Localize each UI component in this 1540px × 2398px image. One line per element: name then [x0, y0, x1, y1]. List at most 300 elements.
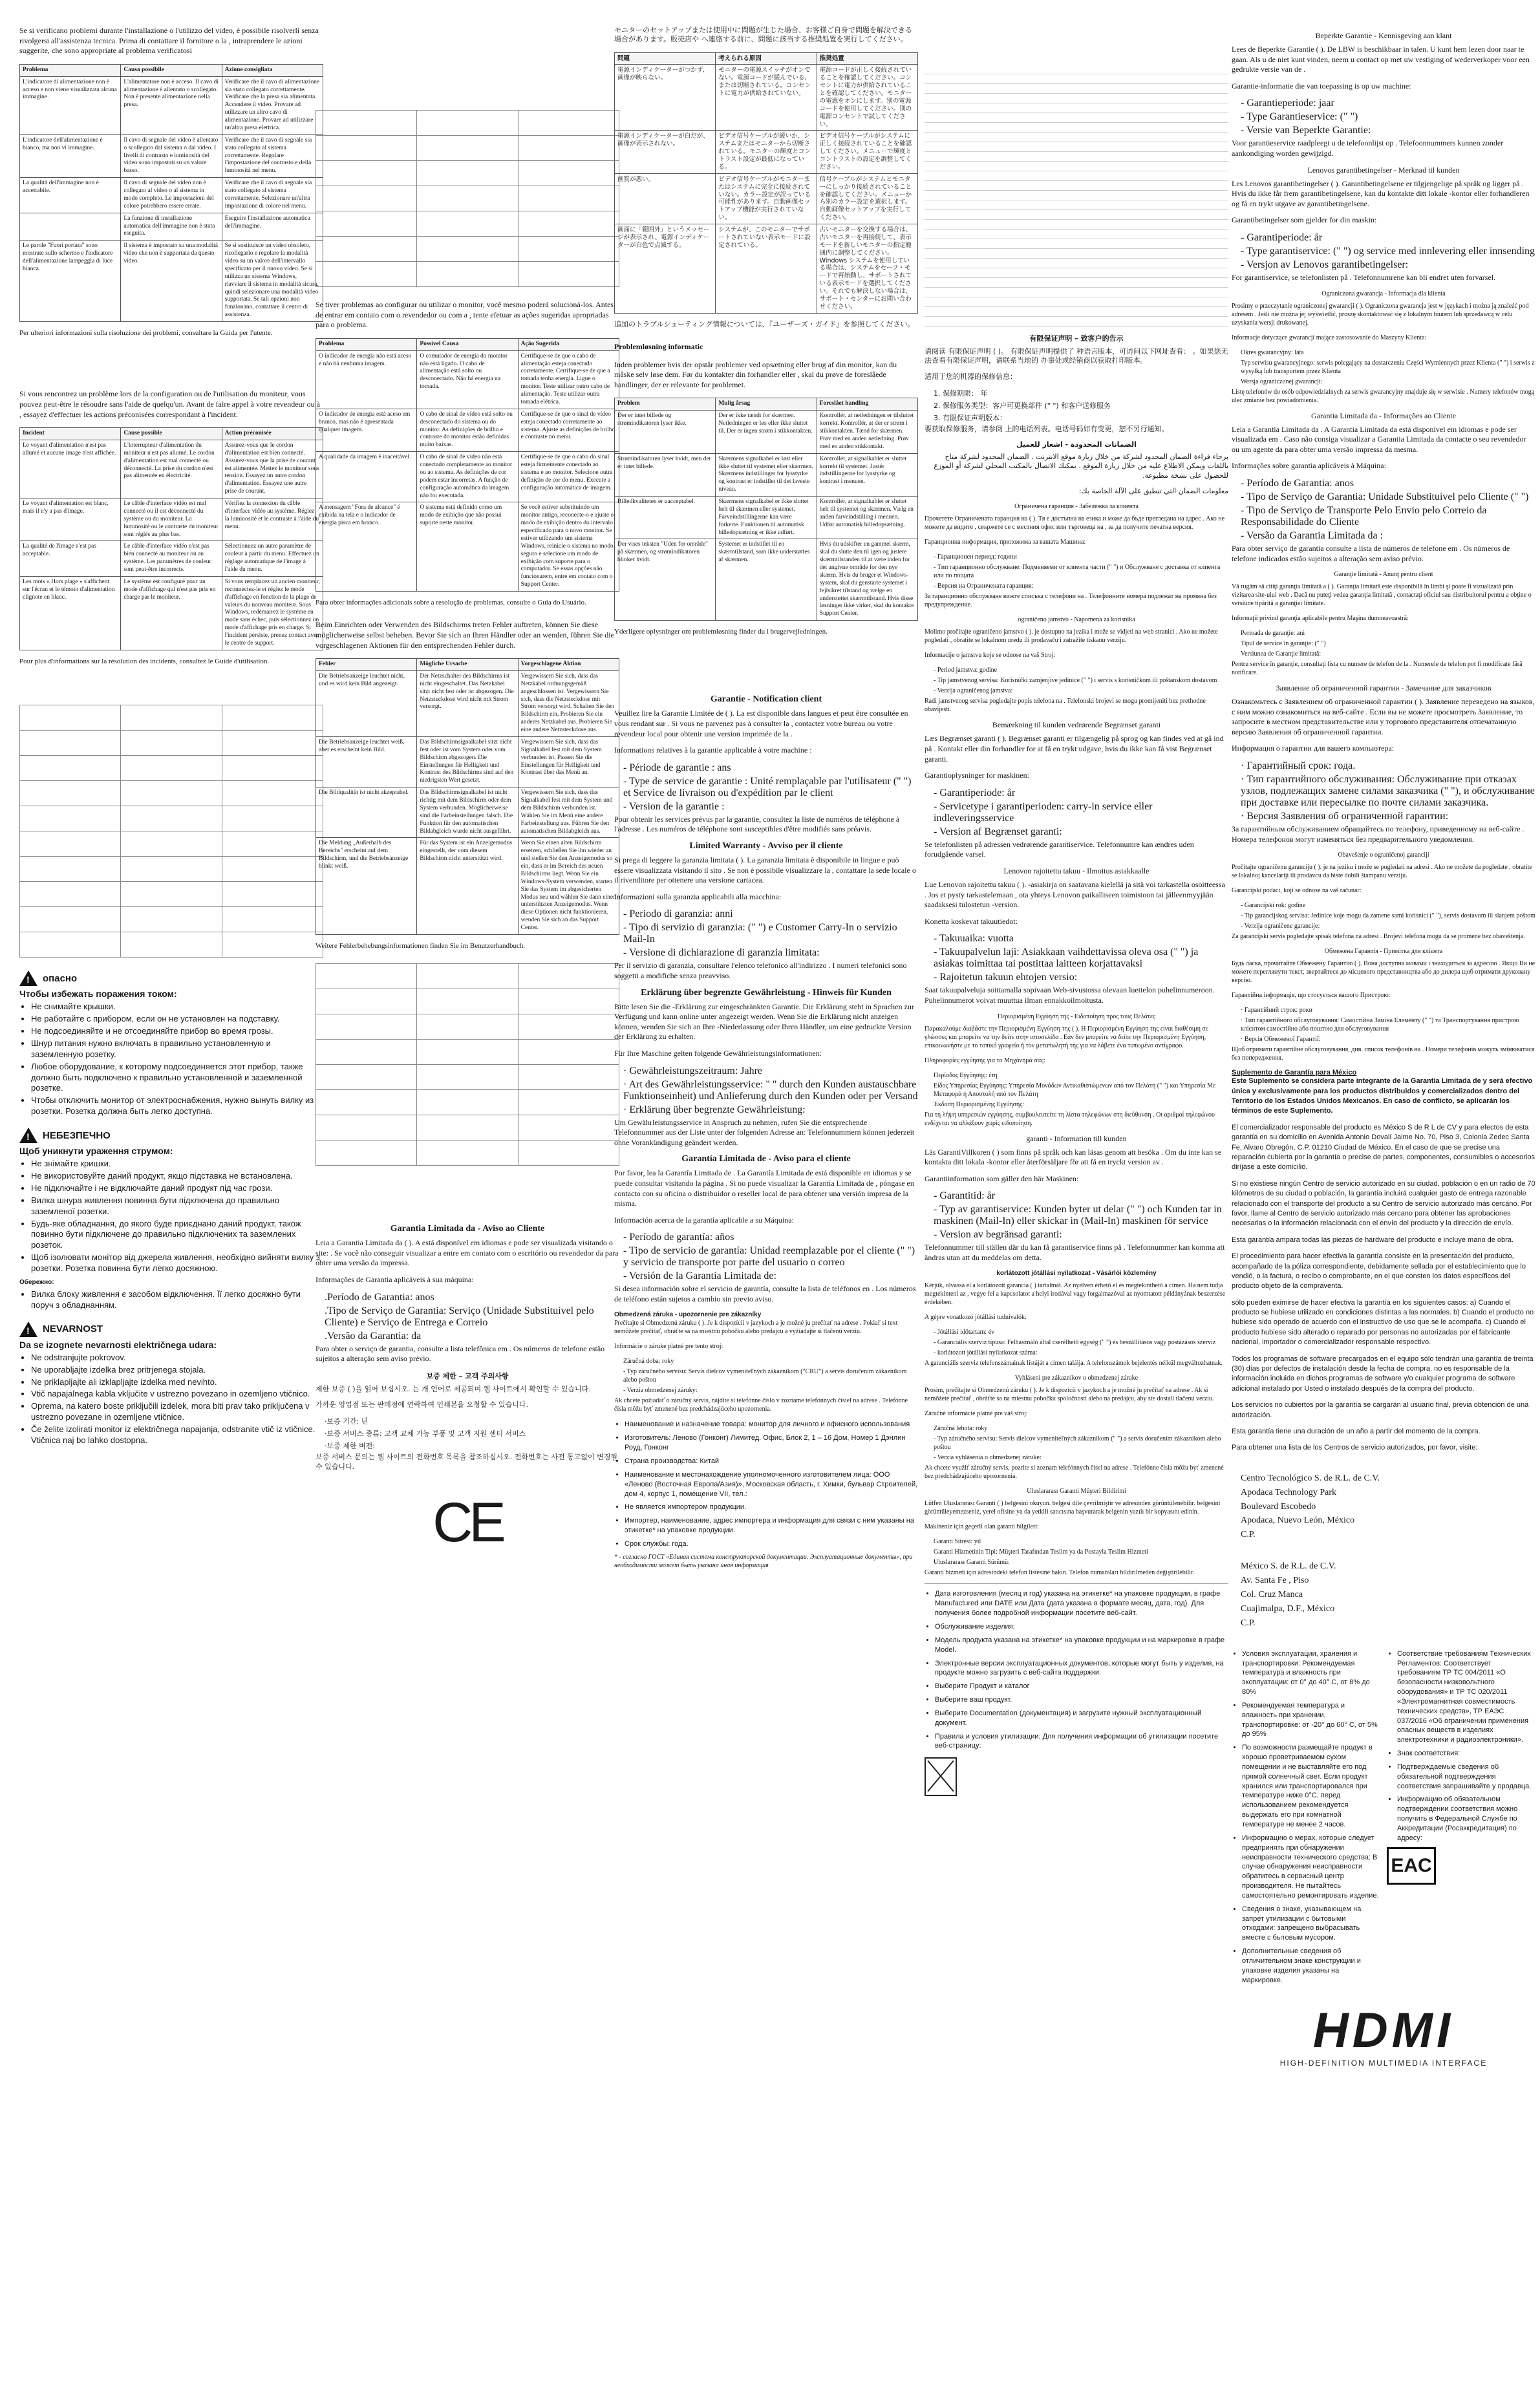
list-item: • Ne priklapljajte ali izklapljajte izdelka med nevihto.: [31, 1377, 323, 1388]
table-cell: Le système est configuré pour un mode d'affichage qui n'est pas pris en charge par le moniteur.: [121, 576, 222, 650]
list-item: • Знак соответствия:: [1397, 1749, 1535, 1759]
list-item: • Выберите Продукт и каталог: [935, 1682, 1228, 1691]
hr-warranty-p1: Molimo pročitajte ograničeno jamstvo ( ). je dostupno na jezika i može se vidjeti na web stranici . Ako ne možete pogledati , obratite se lokalnom uredu ili prodavaču i zatražite tiskanu verziju.: [925, 628, 1218, 645]
tr-warranty-head: Makineniz için geçerli olan garanti bilgileri:: [925, 1523, 1039, 1531]
table-cell: Se você estiver substituindo um monitor antigo, reconecte-o e ajuste o modo de exibição dentro do intervalo especificado para o novo monitor. Se estiver utilizando um sistema Windows, reinicie o sistema no modo seguro e selecione um modo de exibição com suporte para o computador. Se essas opções não funcionarem, entre em contato com o Support Center.: [518, 502, 619, 592]
cs-warranty-title: Vyhlásení pre zákazníkov o obmedzenej záruke: [1014, 1375, 1139, 1382]
list-item: • Будь-яке обладнання, до якого буде приєднано даний продукт, також повинно бути підключене до правильно підключених та заземлених розеток.: [31, 1219, 323, 1252]
list-item: Tipul de service în garanţie: (" "): [1241, 640, 1326, 648]
pl-warranty-p1: Prosimy o przeczytanie ograniczonej gwarancji ( ). Ograniczona gwarancja jest w językach i można ją znaleźć pod adresem . Jeśli nie można jej wyświetlić, proszę skontaktować się z lokalnym biurem lub sprzedawcą w celu uzyskania wersji drukowanej.: [1232, 302, 1529, 327]
nl-warranty-p2: Voor garantieservice raadpleegt u de telefoonlijst op . Telefoonnummers kunnen zonder aankondiging worden gewijzigd.: [1232, 138, 1504, 158]
list-item: C.P.: [1241, 1530, 1256, 1540]
nb-warranty-title: Lenovos garantibetingelser - Merknad til kunden: [1307, 165, 1460, 175]
fr-intro: Si vous rencontrez un problème lors de la configuration ou de l'utilisation du moniteur, vous pouvez peut-être le résoudre sans l'aide de quelqu'un. Avant de faire appel à votre revendeur ou à , essayez d'effectuer les actions préconisées correspondant à l'incident.: [19, 389, 320, 419]
list-item: - Takuuaika: vuotta: [934, 933, 1014, 945]
table-header: Ação Sugerida: [518, 338, 619, 350]
list-item: • Выберите Documentation (документация) и загрузите нужный эксплуатационный документ.: [935, 1709, 1228, 1728]
ro-warranty-p1: Vă rugăm să citiţi garanţia limitată a ( ). Garanţia limitată este disponibilă în limbi şi poate fi vizualizată prin vizitarea site-ului web . Dacă nu puteţi vedea garanţia limitată , contactaţi oficiul sau distribuitorul pentru a obţine o versiune tipărită a garanţiei limitate.: [1232, 583, 1532, 608]
table-cell: Il cavo di segnale del video non è collegato al video o al sistema in modo completo. Le impostazioni del colore potrebbero essere errate.: [121, 178, 222, 213]
list-item: Boulevard Escobedo: [1241, 1501, 1316, 1512]
list-item: - Garancijski rok: godine: [1241, 902, 1306, 910]
fr-troubleshooting-table: [19, 427, 323, 650]
list-item: Έκδοση Περιορισμένης Εγγύησης:: [934, 1100, 1025, 1108]
list-item: - Tipo de Serviço de Transporte Pelo Envio pelo Correio da Responsabilidade do Cliente: [1241, 504, 1487, 528]
table-cell: Das Bildschirmsignalkabel ist nicht richtig mit dem Bildschirm oder dem System verbunden. Möglicherweise sind die Farbeinstellungen falsch. Die Funktion für den automatischen Bildabgleich wurde nicht ausgeführt.: [417, 787, 518, 838]
list-item: - Version av begränsad garanti:: [934, 1229, 1062, 1241]
table-cell: A mensagem "Fora de alcance" é exibida na tela e o indicador de energia pisca em branco.: [316, 502, 417, 592]
list-item: - Verzia vyhlásenia o obmedzenej záruke:: [934, 1454, 1042, 1462]
list-item: · Erklärung über begrenzte Gewährleistung:: [623, 1104, 806, 1115]
list-item: • Изготовитель: Леново (Гонконг) Лимитед. Офис, Блок 2, 1 – 16 Дом, Номер 1 Дэнлин Роуд, Гонконг: [625, 1433, 918, 1453]
table-cell: A qualidade da imagem é inaceitável.: [316, 452, 417, 502]
table-cell: Systemet er indstillet til en skærmtilstand, som ikke understøttes af skærmen.: [716, 539, 817, 621]
hr-warranty-head: Informacije o jamstvu koje se odnose na vaš Stroj:: [925, 652, 1056, 659]
list-item: • Ne odstranjujte pokrovov.: [31, 1353, 323, 1364]
table-cell: Vergewissern Sie sich, dass das Signalkabel fest mit dem System und dem Bildschirm verbunden ist. Wählen Sie im Menü eine andere Farbeinstellung aus. Führen Sie den automatischen Bildabgleich aus.: [518, 787, 619, 838]
list-item: • Не підключайте і не відключайте даний продукт під час грози.: [31, 1183, 323, 1194]
table-cell: Der vises teksten "Uden for område" på skærmen, og strømindikatoren blinker hvidt.: [615, 539, 716, 621]
table-row: [615, 411, 918, 453]
list-item: - Versjon av Lenovos garantibetingelser:: [1241, 259, 1409, 270]
uk-danger-sub: Щоб уникнути ураження струмом:: [19, 1146, 173, 1157]
table-header: Causa possibile: [121, 64, 222, 76]
list-item: México S. de R.L. de C.V.: [1241, 1561, 1336, 1572]
table-header: Possível Causa: [417, 338, 518, 350]
el-warranty-title: Περιορισμένη Εγγύηση της - Ειδοποίηση προς τους Πελάτες: [998, 1012, 1155, 1020]
table-row: [615, 173, 918, 224]
hr-warranty-title: ograničeno jamstvo - Napomena za korisnika: [1018, 616, 1135, 624]
table-row: [615, 497, 918, 539]
hr-warranty-items: [925, 666, 1228, 695]
de-warranty-title: Erklärung über begrenzte Gewährleistung - Hinweis für Kunden: [641, 987, 892, 998]
list-item: · Версия Заявления об ограниченной гарантии:: [1241, 811, 1449, 822]
table-cell: L'indicatore di alimentazione non è acceso e non viene visualizzata alcuna immagine.: [20, 76, 121, 134]
list-item: Centro Tecnológico S. de R.L. de C.V.: [1241, 1473, 1380, 1483]
mx-p2: El comercializador responsable del producto es México S de R L de CV y para efectos de esta garantía en su domicilio en Avenida Antonio Dovalí Jaime No. 70, Piso 3, Colonia Zedec Santa Fe, Alvaro Obregón, C.P. 01210 Ciudad de México. En el caso de que se precise una reparación cubierta por la garantía o precise de partes, componentes, consumibles o accesorios diríjase a este domicilio.: [1232, 1123, 1535, 1172]
tr-warranty-title: Uluslararası Garanti Müşteri Bildirimi: [1027, 1488, 1126, 1495]
de-warranty-contact: Um Gewährleistungsservice in Anspruch zu nehmen, rufen Sie die entsprechende Telefonnummer aus der Liste unter der folgenden Adresse an: Telefonnummern können jederzeit ohne Vorankündigung geändert werden.: [614, 1117, 915, 1147]
list-item: - Garantiperiode: år: [934, 787, 1016, 798]
table-row: [615, 224, 918, 314]
table-cell: Skærmens signalkabel er løst eller ikke sluttet til systemet eller skærmen. Skærmens indstillinger for lysstyrke og kontrast er indstillet til det laveste niveau.: [716, 453, 817, 496]
sv-warranty-items: [925, 1190, 1228, 1241]
ru-gost-note: * - согласно ГОСТ «Единая система конструкторской документации. Эксплуатационные документы», при необходимости может быть указана иная информация: [614, 1553, 913, 1569]
table-cell: O comutador de energia do monitor não está ligado. O cabo de alimentação está solto ou desconectado. Não há energia na tomada.: [417, 350, 518, 409]
hr-warranty-p2: Radi jamstvenog servisa pogledajte popis telefona na . Telefonski brojevi se mogu promijeniti bez prethodne obavijesti.: [925, 698, 1206, 714]
list-item: - Tipo de servicio de garantía: Unidad reemplazable por el cliente (" ") y servicio de transporte por parte del usuario o correo: [623, 1245, 915, 1269]
list-item: • Шнур питания нужно включать в правильно установленную и заземленную розетку.: [31, 1038, 323, 1060]
list-item: • Электронные версии эксплуатационных документов, которые могут быть у изделия, на продукте можно загрузить с веб-сайта поддержки:: [935, 1659, 1228, 1678]
list-item: · Версія Обмеженої Гарантії:: [1241, 1036, 1321, 1044]
hdmi-logo: HDMI: [1312, 2002, 1455, 2058]
table-cell: Verificare che il cavo di segnale sia stato collegato al sistema correttamente. Selezionare un'altra impostazione di colore nel menu.: [222, 178, 323, 213]
table-header: 考えられる原因: [716, 52, 817, 65]
it-warranty-title: Limited Warranty - Avviso per il cliente: [689, 841, 843, 851]
table-cell: Vergewissern Sie sich, dass das Netzkabel ordnungsgemäß angeschlossen ist. Vergewissern Sie sich, dass die Netzsteckdose mit Strom versorgt wird. Schalten Sie den Bildschirm ein. Probieren Sie ein anderes Netzkabel aus. Probieren Sie eine andere Netzsteckdose aus.: [518, 670, 619, 736]
nl-warranty-title: Beperkte Garantie - Kennisgeving aan klant: [1315, 31, 1452, 40]
table-row: [20, 76, 323, 134]
table-cell: Verificare che il cavo di alimentazione sia stato collegato correttamente. Verificare che la presa sia alimentata. Accendere il video. Provare ad utilizzare un altro cavo di alimentazione. Provare ad utilizzare un'altra presa elettrica.: [222, 76, 323, 134]
el-warranty-items: [925, 1071, 1228, 1109]
table-row: [316, 452, 619, 502]
list-item: · Gewährleistungszeitraum: Jahre: [623, 1065, 763, 1076]
list-item: Okres gwarancyjny: lata: [1241, 348, 1304, 356]
uk-caution-item: • Вилка блоку живлення є засобом відключення. Її легко досяжно бути поруч з обладнанням.: [31, 1289, 323, 1311]
blank-form-grid: [315, 963, 619, 1166]
fr-footer: Pour plus d'informations sur la résolution des incidents, consultez le Guide d'utilisation.: [19, 657, 270, 665]
list-item: - Typ av garantiservice: Kunden byter ut delar (" ") och Kunden tar in maskinen (Mail-In) eller skickar in (Mail-In) maskinen för service: [934, 1204, 1222, 1227]
list-item: 1. 保修期限： 年: [934, 389, 988, 398]
table-cell: 画質が悪い。: [615, 173, 716, 224]
table-cell: O indicador de energia está aceso em branco, mas não é apresentada qualquer imagem.: [316, 409, 417, 451]
uk-danger-heading: ! НЕБЕЗПЕЧНО: [19, 1128, 323, 1143]
list-item: Garanti Süresi: yıl: [934, 1538, 981, 1546]
da-intro: Inden problemer hvis der opstår problemer ved opsætning eller brug af din monitor, kan du måske selv løse dem. Før du kontakter din forhandler eller , skal du prøve de foreslåede handlinger, der er relevante for problemet.: [614, 359, 897, 389]
sk-warranty-items: [614, 1357, 918, 1395]
table-cell: Le voyant d'alimentation n'est pas allumé et aucune image n'est affichée.: [20, 440, 121, 498]
table-cell: Strømindikatoren lyser hvidt, men der er intet billede.: [615, 453, 716, 496]
fr-warranty-head: Informations relatives à la garantie applicable à votre machine :: [614, 745, 812, 755]
list-item: · Гарантийный срок: года.: [1241, 760, 1356, 772]
table-header: Mulig årsag: [716, 398, 817, 411]
blank-form-grid: [19, 705, 323, 958]
fi-warranty-head: Konetta koskevat takuutiedot:: [925, 916, 1018, 926]
hu-warranty-title: korlátozott jótállási nyilatkozat - Vásárlói közlemény: [996, 1270, 1157, 1278]
blank-form-grid: [315, 110, 619, 287]
it-footer: Per ulteriori informazioni sulla risoluzione dei problemi, consultare la Guida per l'utente.: [19, 329, 273, 337]
table-cell: Das Bildschirmsignalkabel sitzt nicht fest oder ist vom System oder vom Bildschirm abgezogen. Die Einstellungen für Helligkeit und Kontrast des Bildschirms sind auf den niedrigsten Wert gesetzt.: [417, 736, 518, 787]
no-warranty-items: [925, 787, 1228, 838]
table-header: Action préconisée: [222, 428, 323, 440]
bg-warranty-title: Ограничена гаранция - Забележка за клиента: [1014, 503, 1139, 511]
da-title: Problemløsning informatic: [614, 342, 703, 352]
el-warranty-head: Πληροφορίες εγγύησης για το Μηχάνημά σας:: [925, 1056, 1045, 1064]
ru-warranty-items: [1232, 760, 1535, 822]
pt-footer: Para obter informações adicionais sobre a resolução de problemas, consulte o Guia do Usuário.: [315, 599, 586, 607]
list-item: - Typ záručného servisu: Servis dielcov vymeniteľných zákazníkom (" ") a servis doručením zákazníkom alebo poštou: [934, 1435, 1221, 1451]
list-item: - Versão da Garantia Limitada da :: [1241, 530, 1384, 541]
hu-warranty-p1: Kérjük, olvassa el a korlátozott garancia ( ) tartalmát. Az nyelven érhető el és megtekinthető a címen. Ha nem tudja megtekinteni az , vegye fel a kapcsolatot a helyi irodával vagy forgalmazóval az nyomtatott példányának beszerzése érdekében.: [925, 1282, 1226, 1307]
list-item: • Рекомендуемая температура и влажность при хранении, транспортировке: от -20° до 60° C, от 5% до 95%: [1242, 1701, 1380, 1739]
fr-warranty-items: [614, 762, 918, 813]
list-item: - Takuupalvelun laji: Asiakkaan vaihdettavissa oleva osa (" ") ja asiakas toimittaa tai postittaa laitteen korjattavaksi: [934, 947, 1199, 970]
table-header: Fehler: [316, 659, 417, 671]
table-cell: Le voyant d'alimentation est blanc, mais il n'y a pas d'image.: [20, 498, 121, 541]
ru-danger-list: [19, 1001, 323, 1117]
list-item: - Versie van Beperkte Garantie:: [1241, 125, 1371, 136]
fr-warranty-contact: Pour obtenir les services prévus par la garantie, consultez la liste de numéros de téléphone à l'adresse . Les numéros de téléphone sont susceptibles d'être modifiés sans préavis.: [614, 814, 900, 834]
table-cell: Les mots « Hors plage » s'affichent sur l'écran et le témoin d'alimentation clignote en blanc.: [20, 576, 121, 650]
pt2-warranty-title: Garantia Limitada da - Informações ao Cliente: [1311, 411, 1456, 420]
table-cell: Die Betriebsanzeige leuchtet weiß, aber es erscheint kein Bild.: [316, 736, 417, 787]
table-cell: Certifique-se de que o sinal de vídeo esteja conectado corretamente ao sistema. Ajuste as definições de brilho e contraste no menu.: [518, 409, 619, 451]
table-cell: Certifique-se de que o cabo do sinal esteja firmemente conectado ao sistema e ao monitor. Selecione outra definição de cor do menu. Execute a configuração automática de imagem.: [518, 452, 619, 502]
es-warranty-body: Por favor, lea la Garantía Limitada de . La Garantía Limitada de está disponible en idiomas y se puede consultar visitando la página . Si no puede visualizar la Garantía Limitada de , póngase en contacto con su oficina o distribuidor o reseller local de para obtener una versión impresa de la misma.: [614, 1168, 914, 1208]
list-item: - Période de garantie : ans: [623, 762, 731, 773]
table-cell: 電源インディケーターが白だが、画像が表示されない。: [615, 131, 716, 173]
list-item: • Сведения о знаке, указывающем на запрет утилизации с бытовыми отходами: запрещено выбрасывать вместе с бытовым мусором.: [1242, 1905, 1380, 1943]
fi-warranty-title: Lenovon rajoitettu takuu - Ilmoitus asiakkaalle: [1003, 866, 1150, 875]
table-cell: L'indicatore dell'alimentazione è bianco, ma non vi immagine.: [20, 134, 121, 177]
ro-warranty-head: Informaţii privind garanţia aplicabile pentru Maşina dumneavoastră:: [1232, 615, 1409, 623]
fi-warranty-p2: Saat takuupalveluja soittamalla sopivaan Web-sivustossa olevaan luettelon puhelinnumeroon. Puhelinnumerot voivat muuttua ilman ennakkoilmoitusta.: [925, 985, 1215, 1005]
de-warranty-head: Für Ihre Maschine gelten folgende Gewährleistungsinformationen:: [614, 1048, 822, 1058]
pt2-warranty-p2: Para obter serviço de garantia consulte a lista de números de telefone em . Os números de telefone indicados estão sujeitos a alteração sem aviso prévio.: [1232, 543, 1510, 563]
eac-mark: EAC: [1387, 1847, 1436, 1885]
it-intro: Se si verificano problemi durante l'installazione o l'utilizzo del video, è possibile risolverli senza rivolgersi all'assistenza tecnica. Prima di contattare il fornitore o la , intraprendere le azioni suggerite, che sono appropriate al problema verificatosi: [19, 26, 319, 56]
list-item: - Verzia obmedzenej záruky:: [623, 1387, 698, 1395]
list-item: Záručná doba: roky: [623, 1358, 674, 1365]
mx-p5: El procedimiento para hacer efectiva la garantía consiste en la presentación del producto, acompañado de la póliza correspondiente, debidamente sellada por el establecimiento que lo vendió, o la factura, o recibo o comprobante, en el que consten los datos específicos del producto objeto de la compraventa.: [1232, 1252, 1526, 1290]
mx-p4: Esta garantía ampara todas las piezas de hardware del producto e incluye mano de obra.: [1232, 1236, 1513, 1244]
table-cell: Eseguire l'installazione automatica dell'immagine.: [222, 213, 323, 241]
fi-warranty-p1: Lue Lenovon rajoitettu takuu ( ). -asiakirja on saatavana kielellä ja sitä voi tarkastella osoitteessa . Jos et pysty tarkastelemaan , ota yhteys Lenovon paikalliseen toimistoon tai jälleenmyyjään saadaksesi tulostetun -version.: [925, 879, 1225, 910]
nb-warranty-p2: For garantiservice, se telefonlisten på . Telefonnumrene kan bli endret uten forvarsel.: [1232, 272, 1496, 282]
table-cell: Der er intet billede og strømindikatoren lyser ikke.: [615, 411, 716, 453]
ru-warranty-p2: За гарантийным обслуживанием обращайтесь по телефону, приведенному на веб-сайте . Номера телефонов могут изменяться без предварительного уведомления.: [1232, 824, 1524, 844]
mx-p8: Los servicios no cubiertos por la garantía se cargarán al usuario final, previa obtención de una autorización.: [1232, 1401, 1529, 1419]
sk-warranty-title: Obmedzená záruka - upozornenie pre zákazníky: [614, 1311, 762, 1319]
mx-p6: sólo pueden eximirse de hacer efectiva la garantía en los siguientes casos: a) Cuando el producto se hubiese utilizado en condiciones distintas a las normales. b) Cuando el producto no hubiese sido operado de acuerdo con el instructivo de uso que se le acompaña. c) Cuando el producto hubiese sido alterado o reparado por personas no autorizadas por el fabricante nacional, importador o comercializador responsable respectivo.: [1232, 1298, 1534, 1347]
pl-warranty-title: Ograniczona gwarancja - Informacja dla klienta: [1321, 290, 1446, 297]
no-warranty-p1: Læs Begrænset garanti ( ). Begrænset garanti er tilgængelig på sprog og kan findes ved at gå ind på . Kontakt eller din forhandler for at få en trykt udgave, hvis du ikke kan få vist Begrænset garanti.: [925, 734, 1224, 764]
blank-lines: [925, 68, 1228, 327]
pt-warranty-head: Informações de Garantia aplicáveis à sua máquina:: [315, 1275, 474, 1285]
list-item: Záručná lehota: roky: [934, 1425, 988, 1433]
list-item: Περίοδος Εγγύησης: έτη: [934, 1071, 998, 1079]
table-row: [20, 178, 323, 213]
list-item: • Не подсоединяйте и не отсоединяйте прибор во время грозы.: [31, 1026, 323, 1037]
pt-intro: Se tiver problemas ao configurar ou utilizar o monitor, você mesmo poderá solucioná-los. Antes de entrar em contato com o revendedor ou com a , tente efetuar as ações sugeridas apropriadas para o problema.: [315, 300, 614, 330]
list-item: - Versión de la Garantía Limitada de:: [623, 1270, 776, 1282]
column-3: [614, 26, 918, 1576]
table-row: [316, 787, 619, 838]
list-item: - Servicetype i garantiperioden: carry-in service eller indleveringsservice: [934, 800, 1153, 824]
de-warranty-items: [614, 1065, 918, 1116]
list-item: • Подтверждаемые сведения об обязательной подтверждения соответствия запрашивайте у продавца.: [1397, 1762, 1535, 1792]
table-cell: Le câble d'interface vidéo est mal connecté ou il est déconnecté du système ou du moniteur. La luminosité ou le contraste du moniteur sont réglés au plus bas.: [121, 498, 222, 541]
table-cell: 電源コードが正しく接続されていることを確認してください。コンセントに電力が供給されていることを確認してください。モニターの電源をオンにします。別の電源コードを使用してください。別の電源コンセントで試してください。: [817, 65, 917, 131]
ko-warranty-p1: 제한 보증 ( )을 읽어 보십시오. 는 개 언어로 제공되며 웹 사이트에서 확인할 수 있습니다.: [315, 1384, 591, 1393]
table-header: Problem: [615, 398, 716, 411]
it-warranty-head: Informazioni sulla garanzia applicabili alla macchina:: [614, 892, 782, 901]
table-cell: [20, 213, 121, 241]
pt-warranty-title: Garantia Limitada da - Aviso ao Cliente: [390, 1224, 545, 1234]
list-item: - Гаранционен период: години: [934, 553, 1017, 561]
list-item: • Наименование и местонахождение уполномоченного изготовителем лица: ООО «Леново (Восточная Европа/Азия)», Московская область, г. Химки, бульвар Строителей, дом 4, корпус 1, помещение VII, тел.:: [625, 1470, 918, 1499]
sv-warranty-p1: Läs GarantiVillkoren ( ) som finns på språk och kan läsas genom att besöka . Om du inte kan se kontakta ditt lokala -kontor eller återförsäljare för att få en tryckt version av .: [925, 1147, 1222, 1167]
list-item: • Наименование и назначение товара: монитор для личного и офисного использования: [625, 1420, 918, 1429]
table-cell: O cabo de sinal de vídeo está solto ou desconectado do sistema ou do monitor. As definições de brilho e contraste do monitor estão definidas muito baixas.: [417, 409, 518, 451]
mx-supplement-title: Suplemento de Garantía para México: [1232, 1069, 1357, 1077]
ko-warranty-title: 보증 제한 – 고객 주의사항: [426, 1371, 509, 1380]
ro-warranty-items: [1232, 629, 1535, 658]
bg-warranty-p2: За гаранционно обслужване вижте списъка с телефони на . Телефонните номера подлежат на промяна без предупреждение.: [925, 593, 1217, 609]
bg-warranty-items: [925, 553, 1228, 590]
list-item: - Тип гаранционно обслужване: Подменяеми от клиента части (" ") и Обслужване с доставка от клиента или по пощата: [934, 564, 1221, 580]
table-cell: Si vous remplacez un ancien moniteur, reconnectez-le et réglez le mode d'affichage en fonction de la plage de valeurs du nouveau moniteur. Sous Windows, redémarrez le système en mode sans échec, puis sélectionnez un mode d'affichage pris en charge. Si l'incident persiste, prenez contact avec le centre de support.: [222, 576, 323, 650]
table-cell: Verificare che il cavo di segnale sia stato collegato al sistema correttamente. Regolare l'impostazione del contrasto e della luminosità nel menu.: [222, 134, 323, 177]
list-item: • Обслуживание изделия:: [935, 1622, 1228, 1632]
el-warranty-p1: Παρακαλούμε διαβάστε την Περιορισμένη Εγγύηση της ( ). Η Περιορισμένη Εγγύηση της είναι διαθέσιμη σε γλώσσες και μπορείτε να την δείτε στην ιστοσελίδα . Εάν δεν μπορείτε να δείτε την Περιορισμένη Εγγύηση, επικοινωνήστε με το τοπικό γραφείο ή τον μεταπωλητή της για να λάβετε ένα τυπωμένο αντίγραφο.: [925, 1025, 1209, 1049]
list-item: · Тип гарантійного обслуговування: Самостійна Заміна Елементу (" ") та Транспортування пристрою клієнтом самостійно або поштою для обслуговування: [1241, 1017, 1519, 1033]
list-item: - Garanciális szerviz típusa: Felhasználó által cserélhető egység (" ") és beszállításos vagy postázásos szerviz: [934, 1339, 1216, 1347]
table-header: Foreslået handling: [817, 398, 917, 411]
table-cell: Il sistema è impostato su una modalità video che non è supportata da questo video.: [121, 241, 222, 322]
table-row: [20, 134, 323, 177]
list-item: - Rajoitetun takuun ehtojen versio:: [934, 972, 1078, 983]
table-cell: 古いモニターを交換する場合は、古いモニターを再接続して、表示モードを新しいモニターの指定範囲内に調整してください。Windows システムを使用している場合は、システムをセーフ・モードで再始動し、サポートされている表示モードを選択してください。それでも解決しない場合は、サポート・センターにお問い合わせください。: [817, 224, 917, 314]
sk-warranty-p1: Prečítajte si Obmedzenú záruku ( ). Je k dispozícii v jazykoch a je možné ju prečítať na adrese . Pokiaľ si text nemôžete prečítať, obráťte sa na miestnu pobočku alebo predajcu a vyžiadajte si tlačenú verziu.: [614, 1320, 898, 1336]
table-cell: L'interrupteur d'alimentation du moniteur n'est pas allumé. Le cordon d'alimentation est mal connecté ou déconnecté. La prise du cordon n'est pas alimentée en électricité.: [121, 440, 222, 498]
list-item: • Ne uporabljajte izdelka brez pritrjenega stojala.: [31, 1365, 323, 1376]
table-header: Problema: [20, 64, 121, 76]
list-item: Av. Santa Fe , Piso: [1241, 1576, 1309, 1586]
warning-triangle-icon: !: [19, 1322, 37, 1337]
table-cell: O cabo de sinal de vídeo não está conectado completamente ao monitor ou ao sistema. As definições de cor podem estar incorretas. A função de configuração automática da imagem não foi executada.: [417, 452, 518, 502]
ce-mark: CE: [433, 1492, 502, 1554]
sr-warranty-title: Obavešenje o ograničenoj garanciji: [1338, 851, 1429, 859]
mx-p1: Este Suplemento se considera parte integrante de la Garantía Limitada de y será efectivo única y exclusivamente para los productos distribuidos y comercializados dentro del Territorio de los Estados Unidos Mexicanos. En caso de conflicto, se aplicarán los términos de este Suplemento.: [1232, 1077, 1533, 1115]
table-row: [615, 65, 918, 131]
ja-troubleshooting-table: [614, 52, 918, 314]
ko-warranty-items: [315, 1416, 619, 1451]
nl-warranty-items: [1232, 98, 1535, 136]
zh-warranty-p1: 请阅读 有限保证声明 ( )。 有限保证声明提供了 种语言版本，可访问以下网址查看： 。如果您无法查看有限保证声明，请联系当地的 办事处或经销商以获取打印版本。: [925, 347, 1228, 365]
list-item: ·보증 서비스 종류: 고객 교체 가능 부품 및 고객 지원 센터 서비스: [325, 1429, 526, 1439]
table-row: [316, 736, 619, 787]
table-cell: O sistema está definido como um modo de exibição que não possui suporte neste monitor.: [417, 502, 518, 592]
table-header: 問題: [615, 52, 716, 65]
table-cell: Kontrollér, at netledningen er tilsluttet korrekt. Kontrollér, at der er strøm i stikkontakten. Tænd for skærmen. Prøv med en anden netledning. Prøv med en anden stikkontakt.: [817, 411, 917, 453]
sl-danger-sub: Da se izognete nevarnosti električnega udara:: [19, 1339, 217, 1350]
fi-warranty-items: [925, 933, 1228, 983]
ru-danger-sub: Чтобы избежать поражения током:: [19, 989, 177, 1000]
table-cell: Assurez-vous que le cordon d'alimentation est bien connecté. Assurez-vous que la prise de courant est alimentée. Mettez le moniteur sous tension. Essayez un autre cordon d'alimentation. Essayez une autre prise de courant.: [222, 440, 323, 498]
list-item: Cuajimalpa, D.F., México: [1241, 1603, 1335, 1614]
table-cell: Le câble d'interface vidéo n'est pas bien connecté au moniteur ou au système. Les paramètres de couleur sont peut-être incorrects.: [121, 541, 222, 577]
fr-warranty-title: Garantie - Notification client: [710, 694, 822, 705]
list-item: - Período de Garantia: anos: [1241, 477, 1354, 489]
table-cell: Vérifiez la connexion du câble d'interface vidéo au système. Réglez la luminosité et le contraste à l'aide du menu.: [222, 498, 323, 541]
table-cell: Vergewissern Sie sich, dass das Signalkabel fest mit dem System verbunden ist. Passen Sie die Einstellungen für Helligkeit und Kontrast über das Menü an.: [518, 736, 619, 787]
list-item: Apodaca Technology Park: [1241, 1487, 1337, 1497]
uk-warranty-p2: Щоб отримати гарантійне обслуговування, див. список телефонів на . Номери телефонів можуть змінюватися без попередження.: [1232, 1046, 1535, 1062]
list-item: • Не снимайте крышки.: [31, 1001, 323, 1012]
table-header: Cause possible: [121, 428, 222, 440]
de-intro: Beim Einrichten oder Verwenden des Bildschirms treten Fehler auftreten, können Sie diese möglicherweise selbst beheben. Bevor Sie sich an Ihren Händler oder an wenden, führen Sie die vorgeschlagenen Aktionen für den entsprechenden Fehler durch.: [315, 620, 614, 650]
hu-warranty-items: [925, 1328, 1228, 1357]
list-item: .Período de Garantia: anos: [325, 1291, 434, 1303]
list-item: - Garantiperiode: år: [1241, 231, 1323, 243]
cs-warranty-p1: Prosím, prečítajte si Obmedzenú záruku ( ). Je k dispozícii v jazykoch a je možné ju prečítať na adrese . Ak si nemôžete prečítať , obráťte sa na miestnu pobočku spoločnosti alebo na predajcu, aby ste dostali tlačenú verziu.: [925, 1387, 1214, 1403]
list-item: • Дата изготовления (месяц и год) указана на этикетке* на упаковке продукции, в графе Manufactured или DATE или Дата (дата указана в формате месяц, дата, год). Для получения более подробной информации посетите веб-сайт.: [935, 1589, 1228, 1618]
list-item: - Periodo di garanzia: anni: [623, 908, 733, 920]
uk-warranty-head: Гарантійна інформація, що стосується вашого Пристрою:: [1232, 992, 1391, 1000]
uk-warranty-items: [1232, 1006, 1535, 1044]
table-cell: Die Meldung „Außerhalb des Bereichs" erscheint auf dem Bildschirm, und die Betriebsanzeige blinkt weiß.: [316, 838, 417, 935]
list-item: - Period jamstva: godine: [934, 667, 998, 674]
list-item: · Гарантійний строк: роки: [1241, 1007, 1312, 1014]
table-row: [316, 350, 619, 409]
uk-caution: Обережно:: [19, 1278, 54, 1286]
ru-storage-list: [1232, 1649, 1380, 1986]
sr-warranty-p1: Pročitajte ograničenu garanciju ( ). je na jeziku i može se pogledati na adresi . Ako ne možete da pogledate , obratite se lokalnoj kancelariji ili prodavcu da biste dobili štampanu verziju.: [1232, 864, 1532, 880]
list-item: • Дополнительные сведения об отличительном знаке конструкции и упаковке изделия указаны на маркировке.: [1242, 1947, 1380, 1985]
mx-p7: Todos los programas de software precargados en el equipo sólo tendrán una garantía de treinta (30) días por defectos de instalación desde la fecha de compra. no es responsable de la información incluida en dichos programas de software y/o cualquier programa de software adicional instalado por Usted o instalado después de la compra del producto.: [1232, 1354, 1534, 1393]
tr-warranty-p1: Lütfen Uluslararası Garanti ( ) belgesini okuyun. belgesi dile çevrilmiştir ve adresinden görüntülenebilir. belgesini görüntüleyemezseniz, yerel ofisine ya da yetkili satıcısına başvurarak belgenin yazılı bir kopyasını edinin.: [925, 1500, 1221, 1516]
bg-warranty-p1: Прочетете Ограничената гаранция на ( ). Тя е достъпна на езика и може да бъде прегледана на адрес . Ако не можете да видите , свържете се с местния офис или търговеца на , за да получите печатна версия.: [925, 515, 1225, 531]
sr-warranty-head: Garancijski podaci, koji se odnose na vaš računar:: [1232, 887, 1362, 895]
list-item: Wersja ograniczonej gwarancji:: [1241, 378, 1323, 385]
table-cell: Billedkvaliteten er uacceptabel.: [615, 497, 716, 539]
table-cell: Skærmens signalkabel er ikke sluttet helt til skærmen eller systemet. Farveindstillingerne kan være forkerte. Funktionen til automatisk billedopsætning er ikke udført.: [716, 497, 817, 539]
list-item: • Če želite izolirati monitor iz električnega napajanja, odstranite vtič iz vtičnice. Vtičnica naj bo lahko dostopna.: [31, 1424, 323, 1446]
table-row: [316, 838, 619, 935]
list-item: - Garantieperiode: jaar: [1241, 98, 1334, 109]
mx-address-2: [1232, 1561, 1535, 1629]
sr-warranty-items: [1232, 901, 1535, 930]
list-item: .Tipo de Serviço de Garantia: Serviço (Unidade Substituível pelo Cliente) e Serviço de Entrega e Correio: [325, 1305, 594, 1328]
table-row: [20, 440, 323, 498]
de-footer: Weitere Fehlerbehebungsinformationen finden Sie im Benutzerhandbuch.: [315, 941, 526, 950]
sl-danger-heading: ! NEVARNOST: [19, 1322, 323, 1337]
list-item: • По возможности размещайте продукт в хорошо проветриваемом сухом помещении и не выставляйте его под прямой солнечный свет. Если продукт хранился или транспортировался при температуре ниже 0°С, перед использованием рекомендуется выдержать его при комнатной температуре не менее 2 часов.: [1242, 1743, 1380, 1830]
list-item: • Вилка шнура живлення повинна бути підключена до правильно заземленої розетки.: [31, 1195, 323, 1217]
sv-warranty-title: garanti - Information till kunden: [1026, 1133, 1127, 1143]
table-row: [316, 409, 619, 451]
list-item: - Tipo de Serviço de Garantia: Unidade Substituível pelo Cliente (" "): [1241, 491, 1529, 502]
table-cell: Kontrollér, at signalkablet er sluttet korrekt til systemet. Justér indstillingerne for lysstyrke og kontrast i menuen.: [817, 453, 917, 496]
ru-certification-list: [1387, 1649, 1535, 1843]
cs-warranty-p2: Ak chcete využiť záručný servis, pozrite si zoznam telefónnych čísel na adrese . Telefónne čísla môžu byť zmenené bez predchádzajúceho upozornenia.: [925, 1464, 1224, 1481]
table-row: [316, 670, 619, 736]
table-cell: Der er ikke tændt for skærmen. Netledningen er løs eller ikke sluttet til. Der er ingen strøm i stikkontakten.: [716, 411, 817, 453]
list-item: • Не знімайте кришки.: [31, 1159, 323, 1170]
table-cell: Sélectionnez un autre paramètre de couleur à partir du menu. Effectuez un réglage automatique de l'image à l'aide du menu.: [222, 541, 323, 577]
hdmi-tagline: HIGH-DEFINITION MULTIMEDIA INTERFACE: [1279, 2058, 1488, 2068]
zh-warranty-items: [925, 388, 1228, 423]
list-item: • Не работайте с прибором, если он не установлен на подставку.: [31, 1014, 323, 1025]
table-cell: Hvis du udskifter en gammel skærm, skal du slutte den til igen og justere skærmtilstanden til at være inden for det angivne område for den nye skærm. Hvis du bruger et Windows-system, skal du genstarte systemet i fejlsikret tilstand og vælge en understøttet skærmtilstand. Hvis disse løsninger ikke virker, skal du kontakte Support Center.: [817, 539, 917, 621]
table-cell: Für das System ist ein Anzeigemodus eingestellt, der vom diesem Bildschirm nicht unterstützt wird.: [417, 838, 518, 935]
table-cell: 画面に「範囲外」というメッセージが表示され、電源インディケーターが白色で点滅する。: [615, 224, 716, 314]
table-header: Vorgeschlagene Aktion: [518, 659, 619, 671]
tr-warranty-p2: Garanti hizmeti için adresindeki telefon listesine bakın. Telefon numaraları bildirilmeden değiştirilebilir.: [925, 1569, 1195, 1577]
table-cell: モニターの電源スイッチがオンでない。電源コードが緩んでいる、または切断されている。コンセントに電力が供給されていない。: [716, 65, 817, 131]
list-item: • Oprema, na katero boste priključili izdelek, mora biti prav tako priključena v ustrezno povezane in ozemljene vtičnice.: [31, 1401, 323, 1423]
table-cell: Il cavo di segnale del video è allentato o scollegato dal sistema o dal video. I livelli di contrasto e luminosità del video sono impostati su un valore basso.: [121, 134, 222, 177]
list-item: Versiunea de Garanţie limitată:: [1241, 650, 1321, 658]
es-warranty-head: Información acerca de la garantía aplicable a su Máquina:: [614, 1215, 794, 1225]
nb-warranty-head: Garantibetingelser som gjelder for din maskin:: [1232, 215, 1377, 225]
list-item: • Vtič napajalnega kabla vključite v ustrezno povezano in ozemljeno vtičnico.: [31, 1389, 323, 1400]
list-item: Apodaca, Nuevo León, México: [1241, 1515, 1355, 1526]
crossed-bin-icon: [925, 1757, 957, 1796]
it-troubleshooting-table: [19, 64, 323, 322]
list-item: • Информацию о мерах, которые следует предпринять при обнаружении неисправности технического средства: В случае обнаружения неисправности обратитесь в сервисный центр производителя. Не пытайтесь самостоятельно ремонтировать изделие.: [1242, 1834, 1380, 1901]
pl-warranty-head: Informacje dotyczące gwarancji mające zastosowanie do Maszyny Klienta:: [1232, 334, 1427, 341]
table-header: Problema: [316, 338, 417, 350]
it-warranty-contact: Per il servizio di garanzia, consultare l'elenco telefonico all'indirizzo . I numeri telefonici sono soggetti a modifiche senza preavviso.: [614, 961, 907, 980]
ro-warranty-title: Garanţie limitată - Anunţ pentru client: [1334, 571, 1433, 579]
sv-warranty-head: Garantiinformation som gäller den här Maskinen:: [925, 1173, 1079, 1183]
list-item: - Jótállási időtartam: év: [934, 1329, 995, 1336]
list-item: • Модель продукта указана на этикетке* на упаковке продукции и на маркировке в графе Model.: [935, 1636, 1228, 1655]
ru-manufacture-info-list: [925, 1589, 1228, 1751]
ko-warranty-p3: 보증 서비스 문의는 웹 사이트의 전화번호 목록을 참조하십시오. 전화번호는 사전 통고없이 변경될 수 있습니다.: [315, 1453, 617, 1471]
sv-warranty-p2: Telefonnummer till ställen där du kan få garantiservice finns på . Telefonnummer kan komma att ändras utan att du meddelas om detta.: [925, 1243, 1225, 1262]
